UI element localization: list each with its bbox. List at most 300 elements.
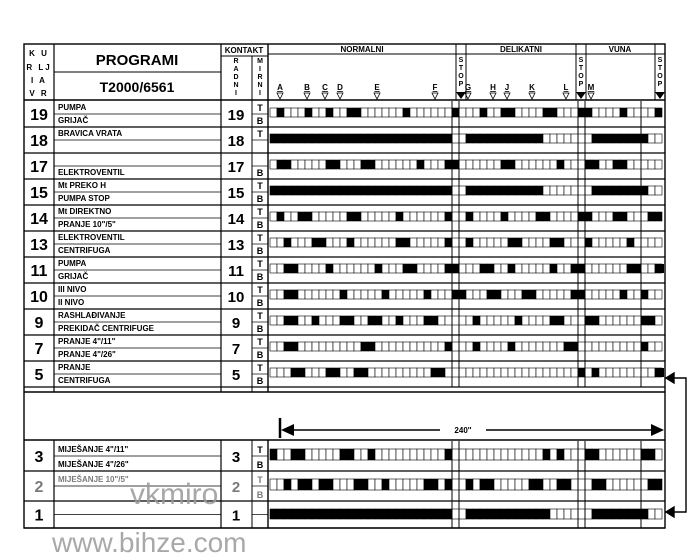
grid-cell — [571, 108, 578, 117]
grid-cell — [634, 479, 641, 490]
cam-active-segment — [277, 160, 291, 169]
grid-cell — [417, 108, 424, 117]
cam-active-segment — [592, 368, 599, 377]
grid-cell — [550, 186, 557, 195]
grid-cell — [571, 212, 578, 221]
stop-letter: T — [578, 65, 584, 72]
grid-cell — [319, 160, 326, 169]
grid-cell — [508, 479, 515, 490]
grid-cell — [627, 290, 634, 299]
grid-cell — [396, 479, 403, 490]
grid-cell — [557, 212, 564, 221]
cam-active-segment — [557, 479, 571, 490]
contact-number: 9 — [231, 315, 241, 332]
grid-cell — [431, 160, 438, 169]
grid-cell — [410, 212, 417, 221]
grid-cell — [431, 342, 438, 351]
grid-cell — [452, 509, 459, 519]
grid-cell — [333, 479, 340, 490]
grid-cell — [592, 342, 599, 351]
cam-active-segment — [480, 108, 487, 117]
grid-cell — [452, 342, 459, 351]
grid-cell — [564, 264, 571, 273]
cam-active-segment — [648, 212, 662, 221]
grid-cell — [508, 290, 515, 299]
grid-cell — [529, 108, 536, 117]
grid-cell — [326, 212, 333, 221]
grid-cell — [480, 212, 487, 221]
grid-cell — [270, 212, 277, 221]
grid-cell — [368, 264, 375, 273]
cam-number: 1 — [34, 507, 44, 525]
cam-active-segment — [445, 342, 452, 351]
cam-active-segment — [487, 290, 501, 299]
cam-function-label: PREKIDAČ CENTRIFUGE — [58, 324, 155, 333]
grid-cell — [557, 368, 564, 377]
grid-cell — [529, 342, 536, 351]
grid-cell — [494, 108, 501, 117]
cam-active-segment — [319, 479, 333, 490]
cam-function-label: PUMPA — [58, 259, 87, 268]
grid-cell — [431, 449, 438, 460]
grid-cell — [270, 290, 277, 299]
grid-cell — [529, 238, 536, 247]
mirni-label-char: I — [259, 66, 261, 73]
cam-active-segment — [270, 134, 452, 143]
grid-cell — [403, 290, 410, 299]
grid-cell — [480, 342, 487, 351]
cam-active-segment — [585, 160, 599, 169]
cam-active-segment — [284, 238, 291, 247]
grid-cell — [515, 290, 522, 299]
grid-cell — [543, 290, 550, 299]
grid-cell — [634, 449, 641, 460]
grid-cell — [543, 342, 550, 351]
grid-cell — [403, 342, 410, 351]
cam-function-label: MIJEŠANJE 4"/11" — [58, 445, 129, 454]
grid-cell — [417, 479, 424, 490]
grid-cell — [417, 342, 424, 351]
cam-active-segment — [340, 290, 347, 299]
grid-cell — [564, 134, 571, 143]
cam-function-label: PRANJE 10"/5" — [58, 220, 116, 229]
grid-cell — [396, 290, 403, 299]
cam-function-label: PUMPA STOP — [58, 194, 110, 203]
grid-cell — [319, 449, 326, 460]
grid-cell — [459, 186, 466, 195]
cam-active-segment — [641, 316, 655, 325]
grid-cell — [368, 479, 375, 490]
grid-cell — [571, 368, 578, 377]
grid-cell — [368, 108, 375, 117]
grid-cell — [655, 449, 662, 460]
grid-cell — [445, 290, 452, 299]
kurv-label-3: I A — [31, 76, 47, 85]
group-normalni: NORMALNI — [340, 45, 384, 54]
grid-cell — [305, 449, 312, 460]
contact-type: B — [256, 460, 264, 470]
grid-cell — [277, 368, 284, 377]
stop-triangle-icon — [456, 92, 466, 99]
grid-cell — [305, 238, 312, 247]
grid-cell — [277, 264, 284, 273]
contact-type: T — [257, 445, 263, 455]
contact-type: B — [256, 272, 264, 282]
grid-cell — [431, 264, 438, 273]
grid-cell — [564, 509, 571, 519]
grid-cell — [648, 160, 655, 169]
grid-cell — [438, 108, 445, 117]
grid-cell — [501, 238, 508, 247]
cam-active-segment — [445, 212, 452, 221]
grid-cell — [599, 290, 606, 299]
grid-cell — [473, 212, 480, 221]
stop-letter: O — [458, 73, 464, 80]
grid-cell — [410, 316, 417, 325]
cam-function-label: MIJEŠANJE 10"/5" — [58, 475, 129, 484]
grid-cell — [487, 238, 494, 247]
step-letters — [277, 83, 595, 99]
grid-cell — [480, 449, 487, 460]
cam-active-segment — [270, 509, 452, 519]
grid-cell — [606, 212, 613, 221]
cam-active-segment — [284, 342, 298, 351]
grid-cell — [375, 238, 382, 247]
cam-active-segment — [354, 368, 368, 377]
grid-cell — [543, 479, 550, 490]
grid-cell — [501, 316, 508, 325]
grid-cell — [340, 342, 347, 351]
radni-label-char: N — [233, 82, 239, 89]
grid-cell — [585, 290, 592, 299]
grid-cell — [417, 368, 424, 377]
grid-cell — [634, 316, 641, 325]
stop-letter: S — [657, 57, 663, 64]
grid-cell — [396, 449, 403, 460]
grid-cell — [333, 238, 340, 247]
cam-number: 13 — [30, 237, 48, 254]
grid-cell — [550, 509, 557, 519]
cam-active-segment — [655, 368, 664, 377]
grid-cell — [473, 238, 480, 247]
cam-active-segment — [613, 212, 627, 221]
contact-number: 1 — [231, 507, 241, 525]
grid-cell — [585, 342, 592, 351]
cam-active-segment — [298, 212, 312, 221]
grid-cell — [333, 316, 340, 325]
grid-cell — [641, 212, 648, 221]
cam-active-segment — [529, 479, 543, 490]
grid-cell — [319, 290, 326, 299]
contact-type: T — [257, 337, 263, 347]
grid-cell — [305, 264, 312, 273]
cam-active-segment — [466, 186, 543, 195]
grid-cell — [571, 316, 578, 325]
cam-active-segment — [466, 238, 473, 247]
grid-cell — [340, 160, 347, 169]
grid-cell — [613, 264, 620, 273]
group-vuna: VUNA — [608, 45, 632, 54]
grid-cell — [529, 449, 536, 460]
step-letter-e: E — [374, 83, 380, 92]
cam-active-segment — [270, 186, 452, 195]
contact-number: 7 — [231, 341, 241, 358]
grid-cell — [403, 212, 410, 221]
grid-cell — [459, 342, 466, 351]
kurv-label-4: V R — [29, 89, 49, 98]
grid-cell — [487, 449, 494, 460]
watermark — [51, 478, 247, 558]
cam-active-segment — [641, 290, 648, 299]
cam-active-segment — [620, 108, 627, 117]
grid-cell — [599, 160, 606, 169]
grid-cell — [522, 479, 529, 490]
grid-cell — [431, 238, 438, 247]
grid-cell — [466, 316, 473, 325]
grid-cell — [557, 264, 564, 273]
grid-cell — [648, 238, 655, 247]
grid-cell — [298, 108, 305, 117]
grid-cell — [347, 264, 354, 273]
grid-cell — [452, 479, 459, 490]
grid-cell — [522, 160, 529, 169]
grid-cell — [452, 449, 459, 460]
grid-cell — [347, 290, 354, 299]
mirni-label-char: R — [257, 74, 263, 81]
grid-cell — [452, 186, 459, 195]
cam-active-segment — [515, 316, 522, 325]
grid-cell — [396, 108, 403, 117]
cam-active-segment — [312, 238, 326, 247]
contact-number: 14 — [227, 211, 245, 228]
grid-cell — [424, 449, 431, 460]
cam-number: 11 — [30, 263, 48, 280]
grid-cell — [361, 290, 368, 299]
kurv-label-2: R LJ — [26, 63, 52, 72]
grid-cell — [354, 449, 361, 460]
grid-cell — [543, 316, 550, 325]
grid-cell — [459, 316, 466, 325]
grid-cell — [270, 316, 277, 325]
grid-cell — [347, 479, 354, 490]
grid-cell — [641, 238, 648, 247]
contact-number: 3 — [231, 449, 241, 466]
cam-active-segment — [424, 479, 438, 490]
cam-function-label: III NIVO — [58, 285, 87, 294]
grid-cell — [550, 342, 557, 351]
grid-cell — [550, 212, 557, 221]
grid-cell — [564, 160, 571, 169]
cam-active-segment — [501, 212, 508, 221]
contact-type: T — [257, 311, 263, 321]
grid-cell — [592, 212, 599, 221]
grid-cell — [634, 212, 641, 221]
grid-cell — [648, 509, 655, 519]
grid-cell — [417, 264, 424, 273]
grid-cell — [480, 368, 487, 377]
grid-cell — [578, 316, 585, 325]
cam-active-segment — [347, 212, 361, 221]
grid-cell — [333, 342, 340, 351]
grid-cell — [291, 479, 298, 490]
grid-cell — [599, 212, 606, 221]
step-triangle-icon — [504, 93, 510, 99]
grid-cell — [536, 108, 543, 117]
grid-cell — [354, 264, 361, 273]
cam-active-segment — [550, 238, 564, 247]
grid-cell — [564, 290, 571, 299]
stop-letter: O — [578, 73, 584, 80]
grid-cell — [620, 238, 627, 247]
grid-cell — [473, 290, 480, 299]
grid-cell — [550, 290, 557, 299]
grid-cell — [522, 264, 529, 273]
grid-cell — [606, 449, 613, 460]
grid-cell — [543, 186, 550, 195]
grid-cell — [599, 108, 606, 117]
grid-cell — [445, 108, 452, 117]
cam-active-segment — [284, 264, 298, 273]
grid-cell — [368, 290, 375, 299]
grid-cell — [648, 186, 655, 195]
cam-active-segment — [452, 108, 459, 117]
grid-cell — [466, 342, 473, 351]
grid-cell — [361, 264, 368, 273]
grid-cell — [501, 368, 508, 377]
grid-cell — [494, 449, 501, 460]
cam-active-segment — [312, 316, 319, 325]
grid-cell — [284, 449, 291, 460]
grid-cell — [459, 449, 466, 460]
group-delikatni: DELIKATNI — [499, 45, 543, 54]
grid-cell — [571, 134, 578, 143]
grid-cell — [522, 342, 529, 351]
grid-cell — [410, 290, 417, 299]
watermark-line1: vkmiro — [130, 478, 219, 511]
grid-cell — [389, 449, 396, 460]
contact-type: T — [257, 181, 263, 191]
cam-active-segment — [382, 290, 389, 299]
grid-cell — [494, 264, 501, 273]
grid-cell — [522, 449, 529, 460]
grid-cell — [389, 342, 396, 351]
cam-function-label: PRANJE 4"/26" — [58, 350, 116, 359]
grid-cell — [312, 449, 319, 460]
contact-type: T — [257, 233, 263, 243]
grid-cell — [578, 160, 585, 169]
grid-cell — [382, 212, 389, 221]
grid-cell — [515, 264, 522, 273]
grid-cell — [277, 316, 284, 325]
cam-active-segment — [620, 290, 627, 299]
cam-active-segment — [445, 238, 452, 247]
grid-cell — [494, 160, 501, 169]
grid-cell — [452, 238, 459, 247]
grid-cell — [375, 290, 382, 299]
grid-cell — [312, 108, 319, 117]
grid-cell — [641, 264, 648, 273]
grid-cell — [571, 509, 578, 519]
grid-cell — [389, 212, 396, 221]
grid-cell — [403, 368, 410, 377]
contact-type: T — [257, 207, 263, 217]
grid-cell — [620, 368, 627, 377]
cam-active-segment — [592, 479, 606, 490]
cam-number: 14 — [30, 211, 48, 228]
grid-cell — [487, 212, 494, 221]
cam-active-segment — [368, 449, 375, 460]
radni-label-char: A — [233, 66, 239, 73]
cam-active-segment — [417, 160, 424, 169]
contact-type: B — [256, 116, 264, 126]
step-triangle-icon — [432, 93, 438, 99]
cam-active-segment — [550, 264, 557, 273]
cam-function-label: II NIVO — [58, 298, 85, 307]
cam-active-segment — [368, 316, 382, 325]
grid-cell — [592, 264, 599, 273]
grid-cell — [501, 290, 508, 299]
grid-cell — [452, 368, 459, 377]
grid-cell — [466, 290, 473, 299]
grid-cell — [319, 212, 326, 221]
grid-cell — [403, 479, 410, 490]
top-row — [24, 257, 665, 283]
cam-rows — [24, 101, 665, 387]
grid-cell — [522, 316, 529, 325]
contact-type: B — [256, 490, 264, 500]
grid-cell — [277, 449, 284, 460]
step-triangle-icon — [337, 93, 343, 99]
grid-cell — [438, 449, 445, 460]
grid-cell — [270, 479, 277, 490]
grid-cell — [417, 212, 424, 221]
cam-number: 10 — [30, 289, 48, 306]
grid-cell — [424, 108, 431, 117]
stop-triangle-icon — [655, 92, 665, 99]
grid-cell — [634, 160, 641, 169]
cam-active-segment — [347, 238, 354, 247]
grid-cell — [529, 316, 536, 325]
grid-cell — [445, 368, 452, 377]
grid-cell — [508, 212, 515, 221]
grid-cell — [396, 368, 403, 377]
grid-cell — [634, 368, 641, 377]
grid-cell — [270, 264, 277, 273]
grid-cell — [620, 479, 627, 490]
top-row — [24, 101, 665, 127]
grid-cell — [564, 186, 571, 195]
cam-active-segment — [270, 449, 277, 460]
grid-cell — [613, 342, 620, 351]
cam-active-segment — [277, 212, 284, 221]
grid-cell — [599, 449, 606, 460]
cam-active-segment — [501, 160, 515, 169]
grid-cell — [459, 509, 466, 519]
grid-cell — [340, 479, 347, 490]
grid-cell — [354, 160, 361, 169]
grid-cell — [599, 238, 606, 247]
grid-cell — [473, 449, 480, 460]
grid-cell — [564, 316, 571, 325]
cam-function-label: Mt DIREKTNO — [58, 207, 112, 216]
grid-cell — [305, 368, 312, 377]
step-triangle-icon — [322, 93, 328, 99]
grid-cell — [312, 368, 319, 377]
step-letter-m: M — [587, 83, 595, 92]
bottom-row — [24, 471, 665, 501]
cam-active-segment — [403, 264, 417, 273]
grid-cell — [466, 160, 473, 169]
